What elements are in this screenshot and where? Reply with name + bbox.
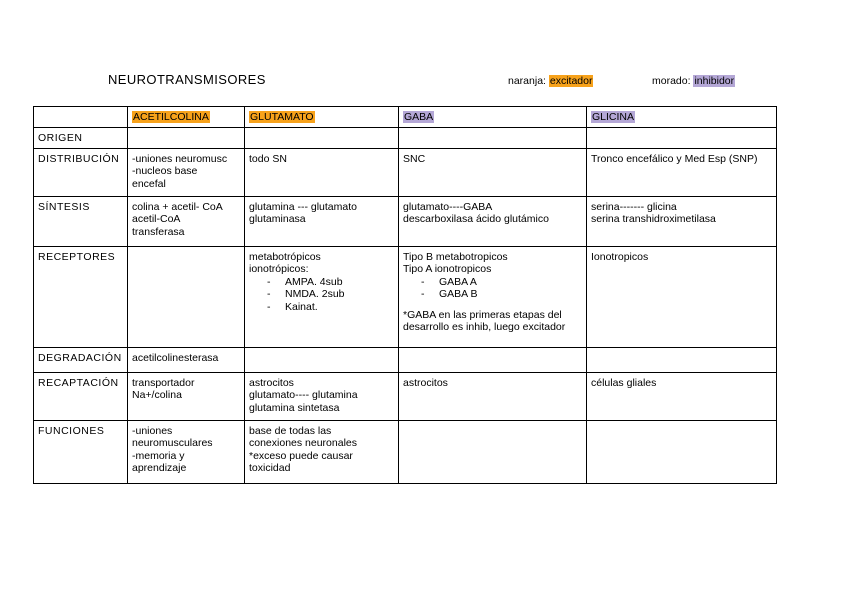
table-cell <box>128 372 245 420</box>
cell-line: *GABA en las primeras etapas del <box>403 308 562 321</box>
cell-line: transferasa <box>132 225 185 238</box>
table-cell <box>587 246 777 347</box>
table-cell <box>587 420 777 483</box>
table-cell <box>587 196 777 246</box>
table-cell <box>128 127 245 148</box>
row-label-recaptacion: RECAPTACIÓN <box>34 372 128 420</box>
cell-line: -uniones <box>132 424 173 437</box>
table-cell <box>399 246 587 347</box>
legend-orange-value: excitador <box>549 75 593 87</box>
header-acetilcolina <box>128 107 245 128</box>
table-row <box>34 148 777 196</box>
table-cell <box>245 246 399 347</box>
cell-line: colina + acetil- CoA <box>132 200 223 213</box>
cell-line: -nucleos base <box>132 165 198 177</box>
row-label-funciones: FUNCIONES <box>34 420 128 483</box>
cell-line: glutamina sintetasa <box>249 401 340 414</box>
cell-line: Tipo B metabotropicos <box>403 250 508 263</box>
cell-line: conexiones neuronales <box>249 437 357 449</box>
header-gaba <box>399 107 587 128</box>
cell-line: encefal <box>132 177 166 190</box>
table-cell <box>245 196 399 246</box>
row-label-degradacion: DEGRADACIÓN <box>34 347 128 372</box>
table-cell <box>128 246 245 347</box>
table-cell <box>245 420 399 483</box>
cell-line: base de todas las <box>249 424 332 437</box>
row-label-origen: ORIGEN <box>34 127 128 148</box>
legend-inhibidor <box>652 75 735 87</box>
cell-line: glutamina --- glutamato <box>249 200 357 213</box>
table-cell <box>128 196 245 246</box>
header-label: ACETILCOLINA <box>133 111 209 123</box>
legend-orange-label: naranja: <box>508 75 546 87</box>
table-cell <box>399 148 587 196</box>
table-cell <box>587 148 777 196</box>
table-cell <box>128 148 245 196</box>
header-glicina <box>587 107 777 128</box>
document-title: NEUROTRANSMISORES <box>108 72 266 87</box>
header-glutamato <box>245 107 399 128</box>
list-item: - GABA B <box>439 288 582 301</box>
table-row <box>34 127 777 148</box>
table-cell <box>399 420 587 483</box>
table-cell <box>245 148 399 196</box>
header-label: GLICINA <box>592 111 635 123</box>
cell-line: glutamato----GABA <box>403 200 493 213</box>
table-cell <box>245 347 399 372</box>
cell-line: desarrollo es inhib, luego excitador <box>403 321 566 333</box>
cell-line: -memoria y <box>132 449 185 462</box>
legend-purple-label: morado: <box>652 75 691 87</box>
cell-line: descarboxilasa ácido glutámico <box>403 213 549 225</box>
list-item: - NMDA. 2sub <box>285 288 394 301</box>
neurotransmitter-table <box>33 106 777 484</box>
glutamato-receptor-list <box>249 276 394 314</box>
cell-line: toxicidad <box>249 462 291 474</box>
cell-line: células gliales <box>591 376 657 389</box>
table-cell <box>399 196 587 246</box>
cell-line: astrocitos <box>249 376 294 389</box>
table-cell <box>587 347 777 372</box>
table-cell <box>128 420 245 483</box>
cell-line: aprendizaje <box>132 462 187 474</box>
list-item: - GABA A <box>439 276 582 289</box>
table-cell <box>128 347 245 372</box>
header-corner-cell <box>34 107 128 128</box>
cell-line: todo SN <box>249 152 287 165</box>
list-item: - Kainat. <box>285 301 394 314</box>
cell-line: ionotrópicos: <box>249 263 309 275</box>
row-label-distribucion: DISTRIBUCIÓN <box>34 148 128 196</box>
table-cell <box>399 127 587 148</box>
table-header-row <box>34 107 777 128</box>
cell-line: glutamato---- glutamina <box>249 389 358 401</box>
cell-line: Na+/colina <box>132 389 182 401</box>
table-row <box>34 196 777 246</box>
header-label: GABA <box>404 111 434 123</box>
cell-line: acetil-CoA <box>132 213 181 225</box>
cell-line: serina transhidroximetilasa <box>591 213 716 225</box>
cell-line: Ionotropicos <box>591 250 649 263</box>
cell-line: SNC <box>403 152 426 165</box>
cell-line: Tipo A ionotropicos <box>403 263 492 275</box>
cell-line: serina------- glicina <box>591 200 677 213</box>
cell-line: acetilcolinesterasa <box>132 351 219 364</box>
table-cell <box>399 347 587 372</box>
table-cell <box>245 372 399 420</box>
spacer <box>403 301 582 309</box>
cell-line: -uniones neuromusc <box>132 152 228 165</box>
gaba-receptor-list <box>403 276 582 301</box>
legend-excitador <box>508 75 593 87</box>
table-row <box>34 246 777 347</box>
cell-line: astrocitos <box>403 376 448 389</box>
row-label-sintesis: SÍNTESIS <box>34 196 128 246</box>
cell-line: transportador <box>132 376 195 389</box>
legend-purple-value: inhibidor <box>694 75 735 87</box>
list-item: - AMPA. 4sub <box>285 276 394 289</box>
cell-line: metabotrópicos <box>249 250 321 263</box>
table-cell <box>587 127 777 148</box>
table-row <box>34 372 777 420</box>
cell-line: *exceso puede causar <box>249 449 353 462</box>
table-cell <box>399 372 587 420</box>
table-cell <box>245 127 399 148</box>
header-label: GLUTAMATO <box>250 111 314 123</box>
cell-line: Tronco encefálico y Med Esp (SNP) <box>591 152 758 165</box>
cell-line: neuromusculares <box>132 437 213 449</box>
table-row <box>34 420 777 483</box>
table-row <box>34 347 777 372</box>
row-label-receptores: RECEPTORES <box>34 246 128 347</box>
cell-line: glutaminasa <box>249 213 306 225</box>
table-cell <box>587 372 777 420</box>
